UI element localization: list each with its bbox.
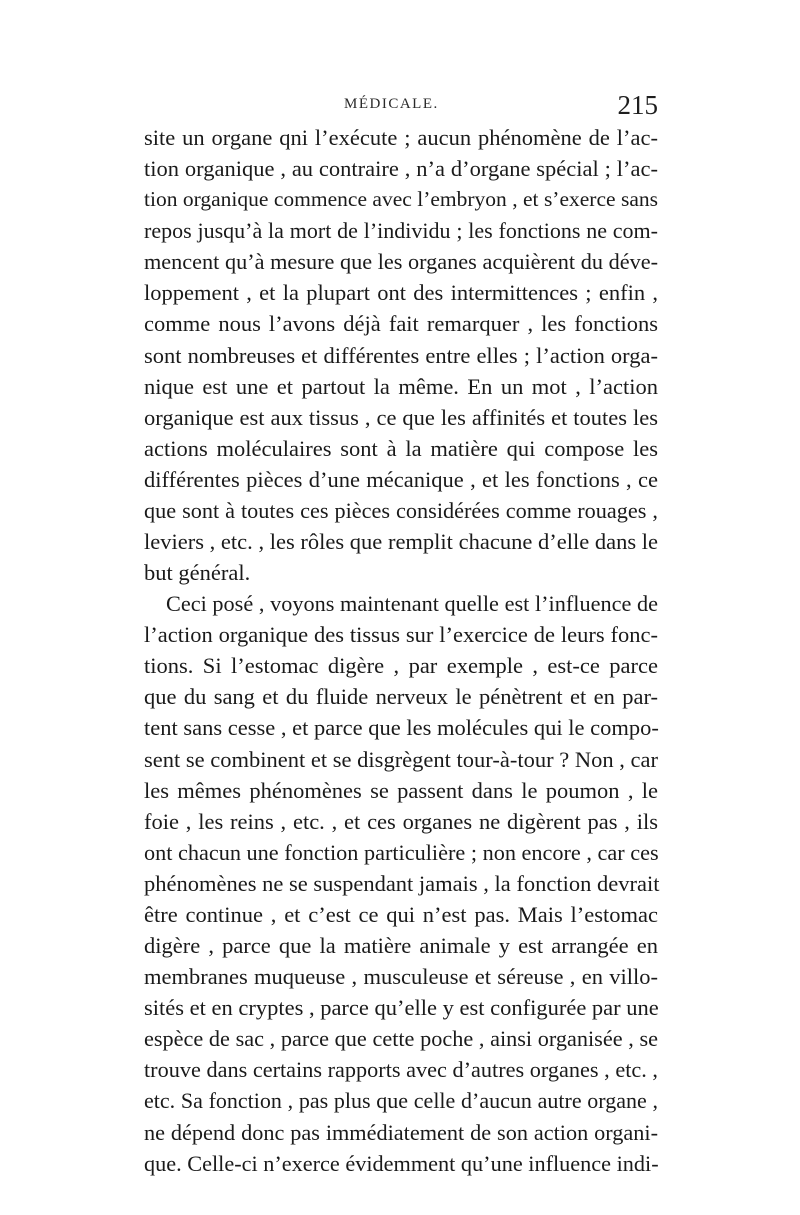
text-line: foie , les reins , etc. , et ces organes ne digèrent pas , ils <box>144 808 658 834</box>
text-line: ne dépend donc pas immédiatement de son action organi- <box>144 1119 658 1145</box>
text-line: espèce de sac , parce que cette poche , ainsi organisée , se <box>144 1026 658 1052</box>
text-line: que du sang et du fluide nerveux le pénètrent et en par- <box>144 684 658 710</box>
text-line: nique est une et partout la même. En un mot , l’action <box>144 373 658 399</box>
text-line: site un organe qni l’exécute ; aucun phénomène de l’ac- <box>144 125 658 150</box>
text-line: comme nous l’avons déjà fait remarquer , les fonctions <box>144 311 658 337</box>
text-line: tion organique , au contraire , n’a d’organe spécial ; l’ac- <box>144 156 658 182</box>
text-line: membranes muqueuse , musculeuse et séreuse , en villo- <box>144 964 658 990</box>
page-number: 215 <box>617 90 658 120</box>
text-line: différentes pièces d’une mécanique , et les fonctions , ce <box>144 466 658 492</box>
text-line: actions moléculaires sont à la matière qui compose les <box>144 435 658 461</box>
text-line: tent sans cesse , et parce que les molécules qui le compo- <box>144 715 659 741</box>
text-line: que sont à toutes ces pièces considérées comme rouages , <box>144 497 658 523</box>
text-line: sont nombreuses et différentes entre elles ; l’action orga- <box>144 342 658 368</box>
text-line: etc. Sa fonction , pas plus que celle d’aucun autre organe , <box>144 1088 658 1114</box>
text-line: leviers , etc. , les rôles que remplit chacune d’elle dans le <box>144 529 658 555</box>
text-line: tions. Si l’estomac digère , par exemple , est-ce parce <box>144 653 658 679</box>
text-line: sent se combinent et se disgrègent tour-à-tour ? Non , car <box>144 746 658 772</box>
text-line: phénomènes ne se suspendant jamais , la fonction devrait <box>144 870 660 896</box>
text-line: loppement , et la plupart ont des intermittences ; enfin , <box>144 280 658 306</box>
text-line: repos jusqu’à la mort de l’individu ; les fonctions ne com- <box>144 218 658 244</box>
body-text <box>144 122 658 1179</box>
text-line: l’action organique des tissus sur l’exercice de leurs fonc- <box>144 622 658 648</box>
paragraph-end-line: but général. <box>144 560 251 586</box>
text-line: mencent qu’à mesure que les organes acquièrent du déve- <box>144 249 658 275</box>
text-line: que. Celle-ci n’exerce évidemment qu’une influence indi- <box>144 1150 659 1176</box>
text-line: être continue , et c’est ce qui n’est pas. Mais l’estomac <box>144 901 658 927</box>
text-line: digère , parce que la matière animale y est arrangée en <box>144 933 658 959</box>
text-line: sités et en cryptes , parce qu’elle y est configurée par une <box>144 995 659 1021</box>
text-line: les mêmes phénomènes se passent dans le poumon , le <box>144 777 658 803</box>
running-title: MÉDICALE. <box>344 96 439 112</box>
text-line: organique est aux tissus , ce que les affinités et toutes les <box>144 404 658 430</box>
text-line: ont chacun une fonction particulière ; non encore , car ces <box>144 839 659 865</box>
running-head <box>144 92 658 120</box>
text-line: tion organique commence avec l’embryon , et s’exerce sans <box>144 187 658 212</box>
text-line: trouve dans certains rapports avec d’autres organes , etc. , <box>144 1057 658 1083</box>
paragraph-start-line: Ceci posé , voyons maintenant quelle est l’influence de <box>166 591 658 617</box>
